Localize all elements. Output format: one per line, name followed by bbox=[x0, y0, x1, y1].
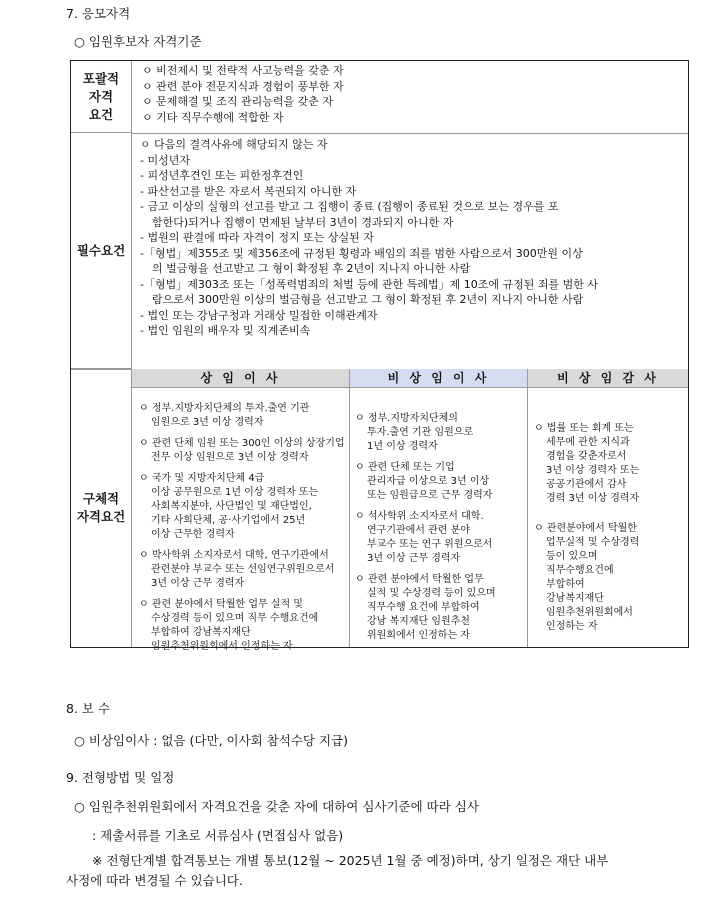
section-9-line1: ○ 임원추천위원회에서 자격요건을 갖춘 자에 대하여 심사기준에 따라 심사 bbox=[74, 799, 479, 814]
section-9-title: 9. 전형방법 및 일정 bbox=[66, 770, 175, 785]
section-8-line: ○ 비상임이사 : 없음 (다만, 이사회 참석수당 지급) bbox=[74, 733, 349, 748]
col-header-nonstanding-auditor: 비 상 임 감 사 bbox=[528, 369, 688, 388]
required-item: 함한다)되거나 집행이 면제된 날부터 3년이 경과되지 아니한 자 bbox=[152, 215, 454, 229]
required-item: - 미성년자 bbox=[140, 153, 190, 167]
required-item: - 금고 이상의 실형의 선고를 받고 그 집행이 종료 (집행이 종료된 것으로 보는 경우를 포 bbox=[140, 200, 559, 213]
col-header-standing-director: 상 임 이 사 bbox=[132, 369, 349, 388]
row1-label-line: 포괄적 bbox=[82, 70, 120, 86]
required-item: 람으로서 300만원 이상의 벌금형을 선고받고 그 형이 확정된 후 2년이 지나지 아니한 사람 bbox=[152, 293, 584, 306]
section-7-subtitle: ○ 임원후보자 자격기준 bbox=[74, 34, 202, 49]
required-item: -「형법」제303조 또는「성폭력범죄의 처벌 등에 관한 특례법」제 10조에 규정된 죄를 범한 사 bbox=[140, 277, 598, 291]
general-item: ㅇ 문제해결 및 조직 관리능력을 갖춘 자 bbox=[142, 95, 333, 108]
section-7-title: 7. 응모자격 bbox=[66, 6, 131, 21]
section-9-line2: : 제출서류를 기초로 서류심사 (면접심사 없음) bbox=[92, 828, 344, 843]
general-item: ㅇ 비전제시 및 전략적 사고능력을 갖춘 자 bbox=[142, 64, 344, 77]
col-nonstanding-director: 비 상 임 이 사 ㅇ 정부.지방자치단체의 투자.출연 기관 임원으로 1년 이상 경력자 ㅇ 관련 단체 또는 기업 관리자급 이상으로 3년 이상 또는 임원급으로 근무 경력자 ㅇ 석사학위 소지자로서 대학. 연구기관에서 관련 분야 부교수 또는 연구 위원으로서 3년 이상 근무 경력자 ㅇ 관련 분야에서 탁월한 업무 실적 및 수상경력 등이 있으며 직무수행 요건에 부합하여 강남 복지재단 임원추천 위원회에서 인정하는 자 bbox=[350, 369, 528, 647]
row-label-general bbox=[71, 61, 132, 133]
general-item: ㅇ 기타 직무수행에 적합한 자 bbox=[142, 110, 284, 124]
col-nonstanding-auditor: 비 상 임 감 사 ㅇ 법률 또는 회계 또는 세무에 관한 지식과 경험을 갖춘자로서 3년 이상 경력자 또는 공공기관에서 감사 경력 3년 이상 경력자 ㅇ 관련분야에서 탁월한 업무실적 및 수상경력 등이 있으며 직무수행요건에 부합하여 강남복지재단 임원추천위원회에서 인정하는 자 bbox=[528, 369, 688, 647]
section-9-note2: 사정에 따라 변경될 수 있습니다. bbox=[66, 873, 243, 888]
required-item: - 법인 임원의 배우자 및 직계존비속 bbox=[140, 324, 311, 337]
col-standing-director: 상 임 이 사 ㅇ 정부.지방자치단체의 투자.출연 기관 임원으로 3년 이상 경력자 ㅇ 관련 단체 임원 또는 300인 이상의 상장기업 전무 이상 임원으로 3년 이상 경력자 ㅇ 국가 및 지방자치단체 4급 이상 공무원으로 1년 이상 경력자 또는 사회복지분야, 사단법인 및 재단법인, 기타 사회단체, 공·사기업에서 25년 이상 근무한 경력자 ㅇ 박사학위 소지자로서 대학, 연구기관에서 관련분야 부교수 또는 선임연구위원으로서 3년 이상 근무 경력자 ㅇ 관련 분야에서 탁월한 업무 실적 및 수상경력 등이 있으며 직무 수행요건에 부합하여 강남복지재단 임원추천위원회에서 인정하는 자 bbox=[132, 369, 350, 647]
required-item: ㅇ 다음의 결격사유에 해당되지 않는 자 bbox=[140, 138, 328, 151]
required-item: - 피성년후견인 또는 피한정후견인 bbox=[140, 169, 304, 182]
row3-label-line: 구체적 bbox=[82, 491, 120, 506]
required-item: -「형법」제355조 및 제356조에 규정된 횡령과 배임의 죄를 범한 사람으로서 300만원 이상 bbox=[140, 246, 583, 260]
col-header-nonstanding-director: 비 상 임 이 사 bbox=[350, 369, 527, 388]
qualification-table bbox=[70, 60, 689, 652]
row1-label-line: 자격 bbox=[88, 88, 114, 104]
row3-label-line: 자격요건 bbox=[76, 509, 126, 524]
row-label-required: 필수요건 bbox=[71, 133, 132, 369]
required-conditions bbox=[132, 137, 688, 367]
section-9-note1: ※ 전형단계별 합격통보는 개별 통보(12월 ~ 2025년 1월 중 예정)하며, 상기 일정은 재단 내부 bbox=[92, 853, 609, 868]
general-item: ㅇ 관련 분야 전문지식과 경험이 풍부한 자 bbox=[142, 79, 344, 93]
required-item: - 법원의 판결에 따라 자격이 정지 또는 상실된 자 bbox=[140, 231, 374, 244]
required-item: - 법인 또는 강남구청과 거래상 밀접한 이해관계자 bbox=[140, 308, 378, 322]
section-8-title: 8. 보 수 bbox=[66, 701, 111, 716]
row-label-specific bbox=[71, 369, 132, 647]
general-requirements bbox=[132, 63, 688, 133]
required-item: - 파산선고를 받은 자로서 복권되지 아니한 자 bbox=[140, 184, 357, 198]
required-item: 의 벌금형을 선고받고 그 형이 확정된 후 2년이 지나지 아니한 사람 bbox=[152, 262, 471, 275]
row1-label-line: 요건 bbox=[88, 106, 114, 122]
